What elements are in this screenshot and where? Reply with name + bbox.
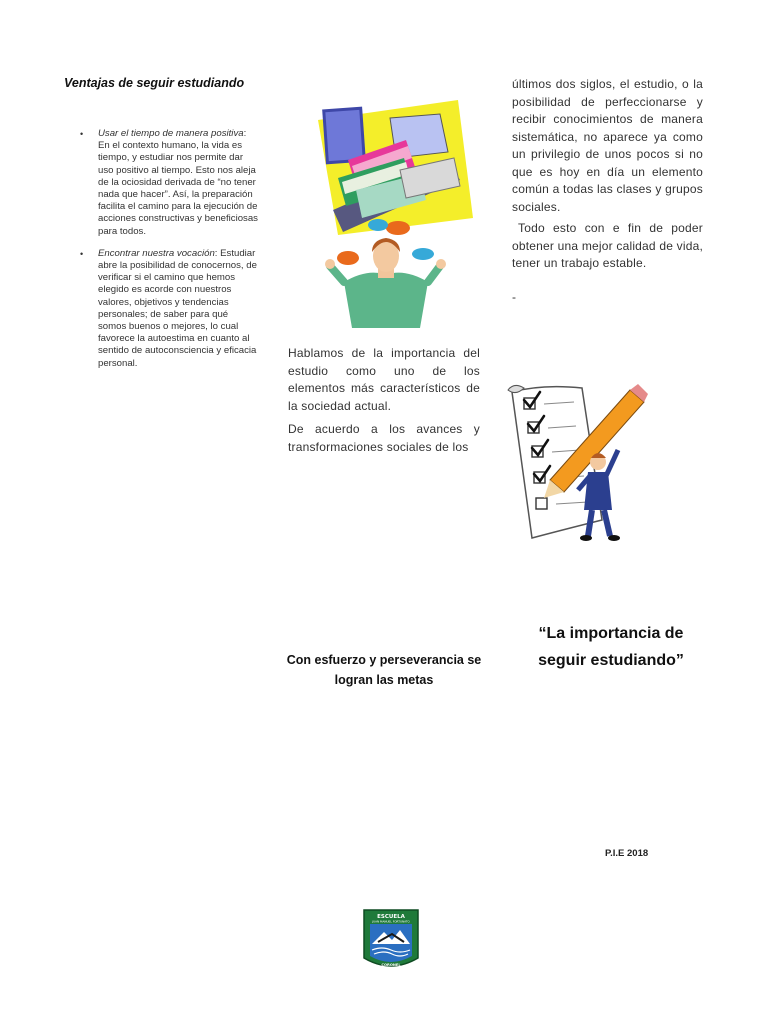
books-student-illustration xyxy=(308,100,478,330)
bullet-text: : Estudiar abre la posibilidad de conocernos, de verificar si el camino que hemos elegido es acorde con nuestros valores, objetivos y tendencias personales; de saber para qué somos buenos o mejores, lo cual favorece la autoestima en cuanto al sentido de autoconsciencia y eficacia personal. xyxy=(98,247,257,369)
bullet-lead: Encontrar nuestra vocación xyxy=(98,247,215,259)
advantages-list xyxy=(78,128,258,380)
school-logo xyxy=(362,908,420,974)
intro-paragraph: Hablamos de la importancia del estudio como uno de los elementos más característicos de la sociedad actual. xyxy=(288,346,480,413)
cap-blue-icon xyxy=(368,219,388,231)
list-item xyxy=(78,128,258,238)
brochure-title: “La importancia de seguir estudiando” xyxy=(538,625,684,669)
cap-blue-icon xyxy=(412,248,434,260)
cap-orange-icon xyxy=(386,221,410,235)
context-paragraph: De acuerdo a los avances y transformaciones sociales de los xyxy=(288,422,480,454)
logo-bottom-text: CORONEL xyxy=(381,963,401,967)
motto-text: Con esfuerzo y perseverancia se logran las metas xyxy=(286,653,482,687)
continuation-paragraph: últimos dos siglos, el estudio, o la posibilidad de perfeccionarse y recibir conocimientos de manera sistemática, no aparece ya como un privilegio de unos pocos si no que es hoy en día un elemento común a todas las clases y grupos sociales. xyxy=(512,77,703,214)
logo-sub-text: JUAN MANUEL FORTUNATO xyxy=(372,919,410,924)
section-title: Ventajas de seguir estudiando xyxy=(64,76,245,90)
checklist-pencil-illustration xyxy=(502,380,652,545)
footer-year: P.I.E 2018 xyxy=(605,848,649,859)
bullet-lead: Usar el tiempo de manera positiva xyxy=(98,128,244,139)
cap-orange-icon xyxy=(337,251,359,265)
bullet-text: : En el contexto humano, la vida es tiempo, y estudiar nos permite dar uso positivo al tiempo. Esto nos aleja de la ociosidad derivada de “no tener nada que hacer”. Así, la preparación facilita el camino para la ejecución de acciones constructivas y beneficiosas para todos. xyxy=(98,128,258,237)
bullet-icon: • xyxy=(80,129,84,139)
dash-marker: - xyxy=(512,290,516,304)
goal-paragraph: Todo esto con e fin de poder obtener una mejor calidad de vida, tener un trabajo estable. xyxy=(512,221,703,270)
logo-top-text: ESCUELA xyxy=(377,914,405,920)
list-item xyxy=(78,248,258,370)
bullet-icon: • xyxy=(80,248,84,259)
